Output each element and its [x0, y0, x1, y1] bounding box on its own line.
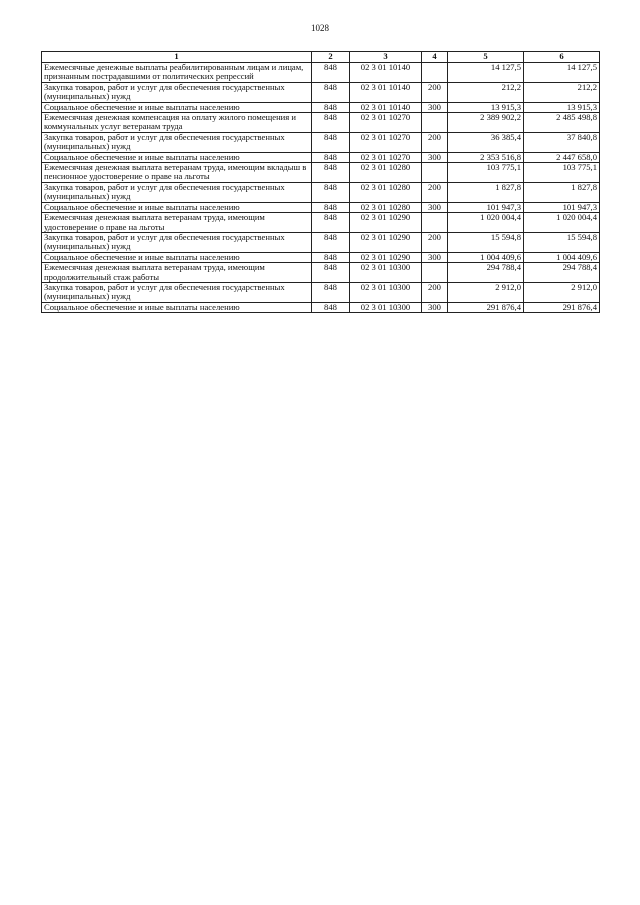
amount-year1-cell: 2 912,0	[448, 282, 524, 302]
expense-type-cell: 200	[422, 182, 448, 202]
amount-year1-cell: 212,2	[448, 82, 524, 102]
ministry-code-cell: 848	[312, 113, 350, 133]
amount-year2-cell: 1 004 409,6	[524, 252, 600, 262]
amount-year1-cell: 14 127,5	[448, 63, 524, 83]
expense-type-cell: 200	[422, 282, 448, 302]
amount-year1-cell: 15 594,8	[448, 232, 524, 252]
amount-year1-cell: 1 827,8	[448, 182, 524, 202]
target-article-cell: 02 3 01 10270	[350, 152, 422, 162]
ministry-code-cell: 848	[312, 152, 350, 162]
table-row	[42, 202, 600, 212]
amount-year2-cell: 1 827,8	[524, 182, 600, 202]
table-row	[42, 182, 600, 202]
target-article-cell: 02 3 01 10290	[350, 252, 422, 262]
target-article-cell: 02 3 01 10300	[350, 302, 422, 312]
table-row	[42, 152, 600, 162]
header-row	[42, 52, 600, 63]
ministry-code-cell: 848	[312, 232, 350, 252]
ministry-code-cell: 848	[312, 263, 350, 283]
amount-year1-cell: 13 915,3	[448, 102, 524, 112]
ministry-code-cell: 848	[312, 182, 350, 202]
table-row	[42, 63, 600, 83]
ministry-code-cell: 848	[312, 252, 350, 262]
ministry-code-cell: 848	[312, 213, 350, 233]
row-name-cell: Ежемесячные денежные выплаты реабилитированным лицам и лицам, признанным пострадавшими от политических репрессий	[42, 63, 312, 83]
target-article-cell: 02 3 01 10280	[350, 182, 422, 202]
row-name-cell: Социальное обеспечение и иные выплаты населению	[42, 202, 312, 212]
amount-year2-cell: 212,2	[524, 82, 600, 102]
amount-year1-cell: 1 020 004,4	[448, 213, 524, 233]
table-row	[42, 163, 600, 183]
table-row	[42, 213, 600, 233]
budget-table	[41, 51, 600, 313]
table-body	[42, 63, 600, 313]
amount-year2-cell: 294 788,4	[524, 263, 600, 283]
target-article-cell: 02 3 01 10290	[350, 213, 422, 233]
amount-year1-cell: 36 385,4	[448, 132, 524, 152]
ministry-code-cell: 848	[312, 102, 350, 112]
expense-type-cell: 200	[422, 132, 448, 152]
expense-type-cell	[422, 263, 448, 283]
target-article-cell: 02 3 01 10280	[350, 202, 422, 212]
header-cell: 1	[42, 52, 312, 63]
table-row	[42, 102, 600, 112]
expense-type-cell	[422, 63, 448, 83]
header-cell: 4	[422, 52, 448, 63]
expense-type-cell: 300	[422, 302, 448, 312]
target-article-cell: 02 3 01 10140	[350, 102, 422, 112]
row-name-cell: Закупка товаров, работ и услуг для обеспечения государственных (муниципальных) нужд	[42, 132, 312, 152]
row-name-cell: Социальное обеспечение и иные выплаты населению	[42, 302, 312, 312]
table-row	[42, 132, 600, 152]
page-number: 1028	[311, 23, 329, 33]
amount-year1-cell: 2 353 516,8	[448, 152, 524, 162]
row-name-cell: Ежемесячная денежная выплата ветеранам труда, имеющим продолжительный стаж работы	[42, 263, 312, 283]
row-name-cell: Социальное обеспечение и иные выплаты населению	[42, 252, 312, 262]
expense-type-cell: 300	[422, 152, 448, 162]
expense-type-cell: 200	[422, 232, 448, 252]
expense-type-cell	[422, 163, 448, 183]
table-row	[42, 113, 600, 133]
ministry-code-cell: 848	[312, 132, 350, 152]
target-article-cell: 02 3 01 10300	[350, 282, 422, 302]
table-row	[42, 263, 600, 283]
expense-type-cell: 300	[422, 102, 448, 112]
row-name-cell: Социальное обеспечение и иные выплаты населению	[42, 102, 312, 112]
ministry-code-cell: 848	[312, 163, 350, 183]
header-cell: 5	[448, 52, 524, 63]
ministry-code-cell: 848	[312, 202, 350, 212]
amount-year1-cell: 294 788,4	[448, 263, 524, 283]
amount-year2-cell: 2 447 658,0	[524, 152, 600, 162]
ministry-code-cell: 848	[312, 82, 350, 102]
amount-year2-cell: 101 947,3	[524, 202, 600, 212]
ministry-code-cell: 848	[312, 282, 350, 302]
target-article-cell: 02 3 01 10290	[350, 232, 422, 252]
amount-year2-cell: 15 594,8	[524, 232, 600, 252]
target-article-cell: 02 3 01 10140	[350, 63, 422, 83]
header-cell: 3	[350, 52, 422, 63]
row-name-cell: Закупка товаров, работ и услуг для обеспечения государственных (муниципальных) нужд	[42, 82, 312, 102]
expense-type-cell	[422, 113, 448, 133]
row-name-cell: Закупка товаров, работ и услуг для обеспечения государственных (муниципальных) нужд	[42, 182, 312, 202]
target-article-cell: 02 3 01 10280	[350, 163, 422, 183]
table-row	[42, 252, 600, 262]
amount-year1-cell: 291 876,4	[448, 302, 524, 312]
table-row	[42, 282, 600, 302]
table-row	[42, 232, 600, 252]
target-article-cell: 02 3 01 10140	[350, 82, 422, 102]
amount-year1-cell: 1 004 409,6	[448, 252, 524, 262]
target-article-cell: 02 3 01 10270	[350, 132, 422, 152]
amount-year1-cell: 103 775,1	[448, 163, 524, 183]
expense-type-cell: 300	[422, 202, 448, 212]
expense-type-cell: 300	[422, 252, 448, 262]
amount-year2-cell: 103 775,1	[524, 163, 600, 183]
header-cell: 2	[312, 52, 350, 63]
row-name-cell: Ежемесячная денежная выплата ветеранам труда, имеющим удостоверение о праве на льготы	[42, 213, 312, 233]
expense-type-cell	[422, 213, 448, 233]
amount-year1-cell: 101 947,3	[448, 202, 524, 212]
header-cell: 6	[524, 52, 600, 63]
amount-year1-cell: 2 389 902,2	[448, 113, 524, 133]
target-article-cell: 02 3 01 10270	[350, 113, 422, 133]
row-name-cell: Ежемесячная денежная выплата ветеранам труда, имеющим вкладыш в пенсионное удостоверение о праве на льготы	[42, 163, 312, 183]
amount-year2-cell: 2 485 498,8	[524, 113, 600, 133]
amount-year2-cell: 37 840,8	[524, 132, 600, 152]
row-name-cell: Закупка товаров, работ и услуг для обеспечения государственных (муниципальных) нужд	[42, 232, 312, 252]
table-row	[42, 82, 600, 102]
target-article-cell: 02 3 01 10300	[350, 263, 422, 283]
amount-year2-cell: 1 020 004,4	[524, 213, 600, 233]
row-name-cell: Ежемесячная денежная компенсация на оплату жилого помещения и коммунальных услуг ветеранам труда	[42, 113, 312, 133]
row-name-cell: Закупка товаров, работ и услуг для обеспечения государственных (муниципальных) нужд	[42, 282, 312, 302]
amount-year2-cell: 291 876,4	[524, 302, 600, 312]
amount-year2-cell: 13 915,3	[524, 102, 600, 112]
amount-year2-cell: 14 127,5	[524, 63, 600, 83]
expense-type-cell: 200	[422, 82, 448, 102]
row-name-cell: Социальное обеспечение и иные выплаты населению	[42, 152, 312, 162]
ministry-code-cell: 848	[312, 302, 350, 312]
ministry-code-cell: 848	[312, 63, 350, 83]
amount-year2-cell: 2 912,0	[524, 282, 600, 302]
table-row	[42, 302, 600, 312]
